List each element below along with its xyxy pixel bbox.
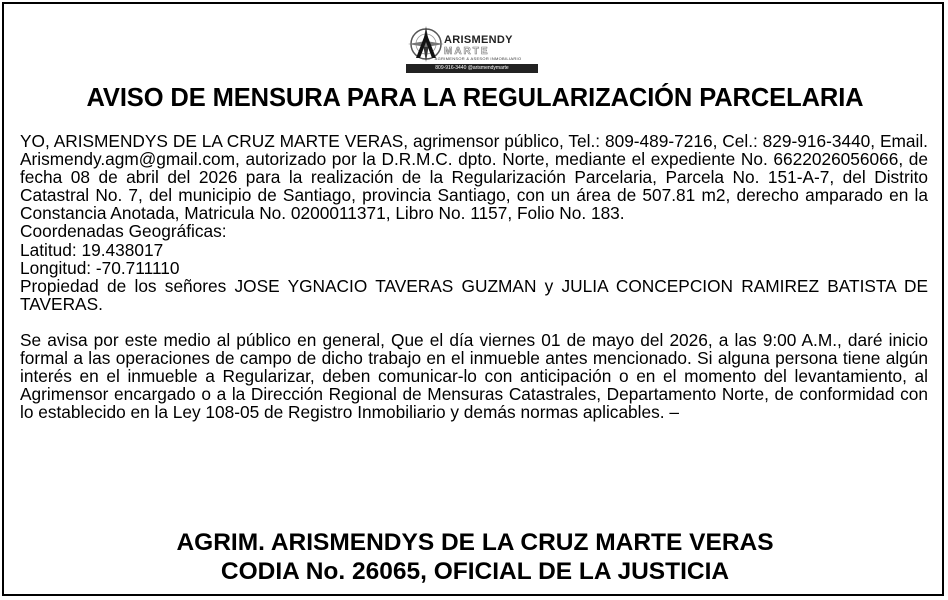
notice-title: AVISO DE MENSURA PARA LA REGULARIZACIÓN PARCELARIA: [86, 84, 864, 112]
latitude-value: Latitud: 19.438017: [20, 239, 164, 260]
logo-tagline: AGRIMENSOR & ASESOR INMOBILIARIO: [434, 56, 522, 61]
company-logo: [406, 22, 538, 74]
signature-name: AGRIM. ARISMENDYS DE LA CRUZ MARTE VERAS: [176, 529, 774, 556]
notice-body: [20, 132, 928, 421]
intro-paragraph: YO, ARISMENDYS DE LA CRUZ MARTE VERAS, agrimensor público, Tel.: 809-489-7216, Cel.: 829-916-3440, Email. Arismendy.agm@gmail.com, autorizado por la D.R.M.C. dpto. Norte, mediante el expediente No. 6622026056066, de fecha 08 de abril del 2026 para la realización de la Regularización Parcelaria, Parcela No. 151-A-7, del Distrito Catastral No. 7, del municipio de Santiago, provincia Santiago, con un área de 507.81 m2, derecho amparado en la Constancia Anotada, Matricula No. 0200011371, Libro No. 1157, Folio No. 183.: [20, 131, 928, 224]
signature-codia: CODIA No. 26065, OFICIAL DE LA JUSTICIA: [220, 558, 730, 585]
owners-paragraph: Propiedad de los señores JOSE YGNACIO TAVERAS GUZMAN y JULIA CONCEPCION RAMIREZ BATISTA DE TAVERAS.: [20, 275, 928, 314]
logo-contact-bar: 809-916-3440 @arismendymarte: [406, 64, 538, 73]
longitude-value: Longitud: -70.711110: [20, 257, 180, 278]
coordinates-label: Coordenadas Geográficas:: [20, 221, 227, 242]
logo-sub-text: MARTE: [444, 46, 490, 57]
paragraph-spacer: [20, 313, 928, 331]
notice-frame: [2, 2, 944, 596]
public-notice-paragraph: Se avisa por este medio al público en general, Que el día viernes 01 de mayo del 2026, a las 9:00 A.M., daré inicio formal a las operaciones de campo de dicho trabajo en el inmueble antes mencionado. Si alguna persona tiene algún interés en el inmueble a Regularizar, deben comunicar-lo con anticipación o en el momento del levantamiento, al Agrimensor encargado o a la Dirección Regional de Mensuras Catastrales, Departamento Norte, de conformidad con lo establecido en la Ley 108-05 de Registro Inmobiliario y demás normas aplicables. –: [20, 329, 928, 423]
logo-brand-text: ARISMENDY: [444, 34, 513, 46]
